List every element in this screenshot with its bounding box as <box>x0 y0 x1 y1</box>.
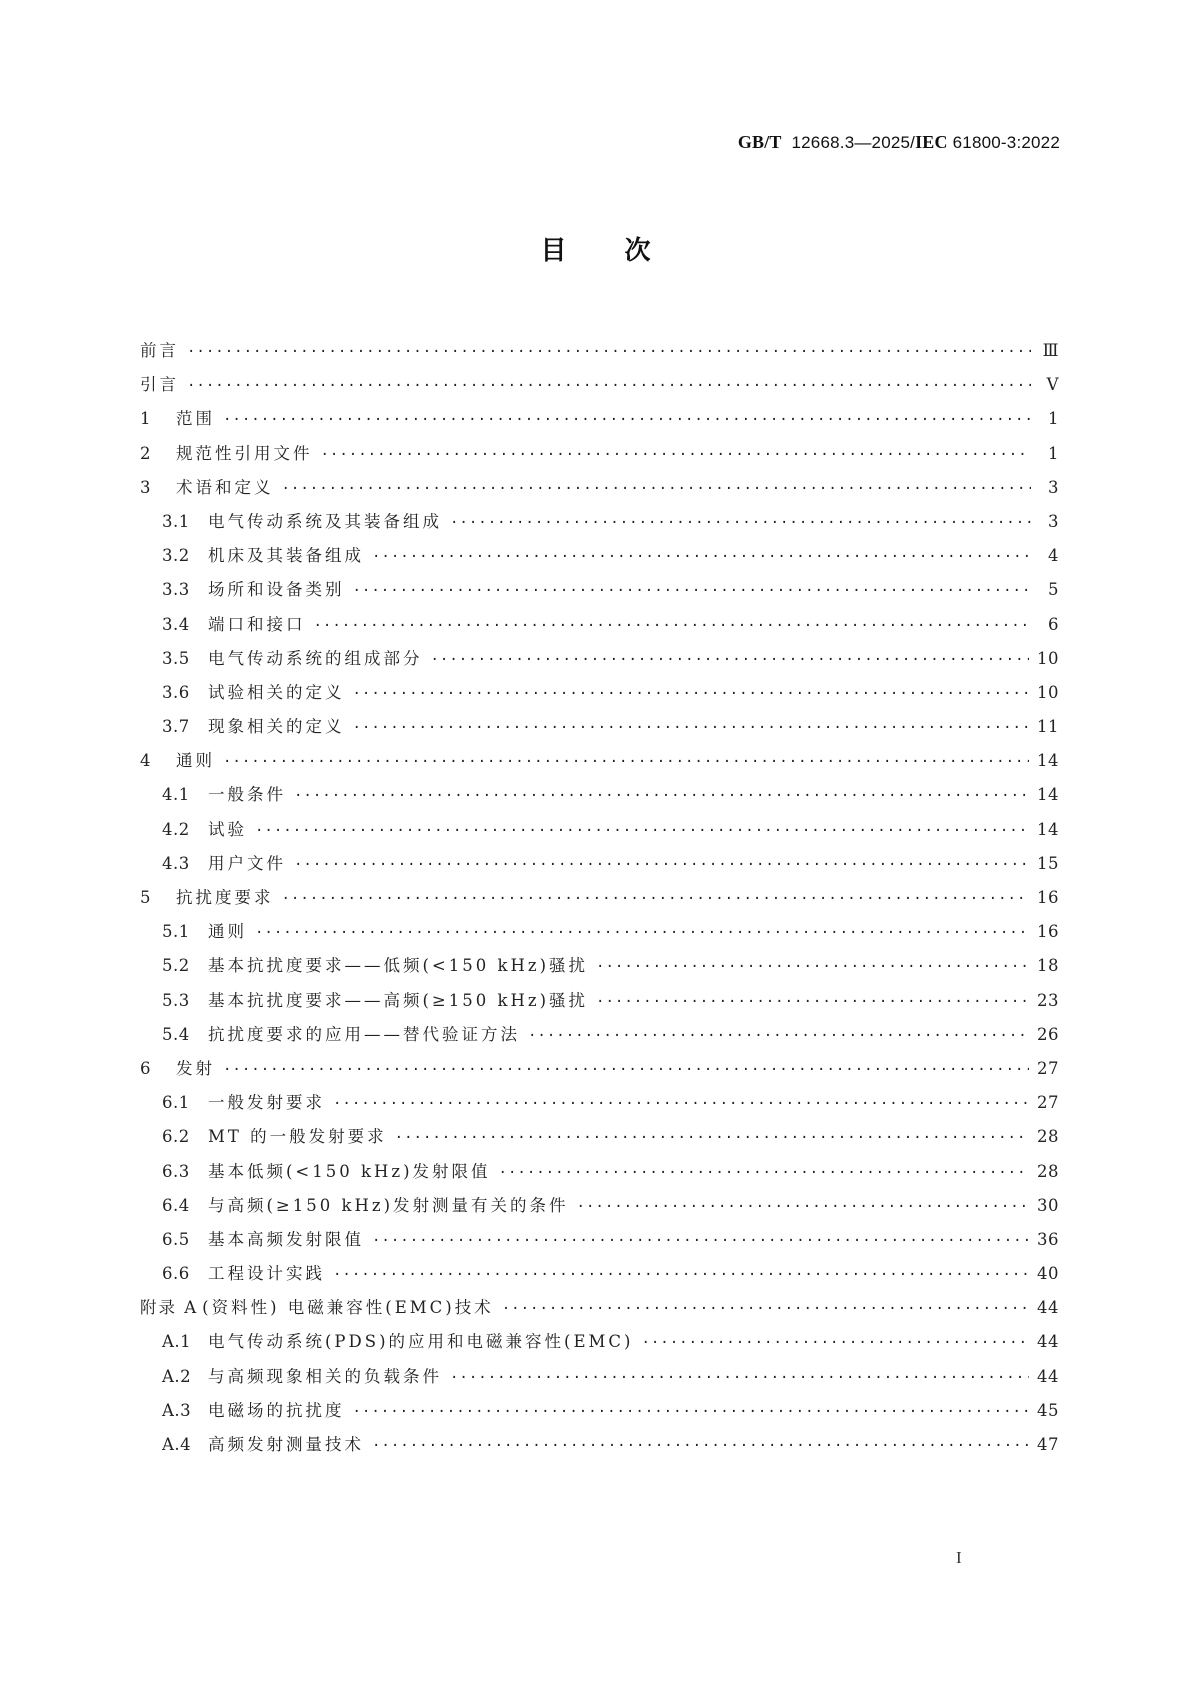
toc-entry-label: 抗扰度要求的应用——替代验证方法 <box>208 1024 520 1044</box>
toc-entry-number: 3.5 <box>162 648 190 668</box>
toc-entry-page: 28 <box>1037 1127 1059 1147</box>
toc-entry[interactable] <box>140 850 1059 884</box>
toc-entry-number: 6.3 <box>162 1161 190 1181</box>
toc-entry[interactable] <box>140 1021 1059 1055</box>
toc-entry-number: 2 <box>140 443 151 463</box>
toc-entry-page: 47 <box>1037 1435 1059 1454</box>
toc-entry[interactable] <box>140 611 1059 645</box>
dot-leader <box>502 1301 1029 1317</box>
toc-entry-page: 16 <box>1037 888 1059 907</box>
toc-entry-label: 试验 <box>208 819 247 839</box>
dot-leader <box>372 1233 1029 1249</box>
toc-entry-number: A.4 <box>162 1435 192 1454</box>
toc-entry-page: 18 <box>1037 956 1059 976</box>
dot-leader <box>596 994 1029 1010</box>
toc-entry-label: 工程设计实践 <box>208 1264 325 1284</box>
toc-entry[interactable] <box>140 508 1059 542</box>
dot-leader <box>353 720 1030 736</box>
toc-entry-page: 1 <box>1048 443 1059 463</box>
toc-entry-label: 现象相关的定义 <box>208 717 345 737</box>
toc-entry-label: 一般条件 <box>208 785 286 805</box>
dot-leader <box>223 1062 1029 1078</box>
toc-entry-number: 3.7 <box>162 717 190 737</box>
toc-entry-page: 28 <box>1037 1161 1059 1181</box>
table-of-contents <box>140 337 1059 1465</box>
toc-entry-number: 5.4 <box>162 1024 190 1044</box>
toc-entry-label: 基本抗扰度要求——高频(≥150 kHz)骚扰 <box>208 990 589 1010</box>
toc-entry-number: 4.3 <box>162 853 190 873</box>
toc-entry[interactable] <box>140 1192 1059 1226</box>
toc-entry[interactable] <box>140 918 1059 952</box>
toc-entry[interactable] <box>140 781 1059 815</box>
toc-entry-label: 发射 <box>176 1058 215 1078</box>
toc-entry-label: 电气传动系统(PDS)的应用和电磁兼容性(EMC) <box>208 1332 634 1352</box>
toc-entry[interactable] <box>140 884 1059 918</box>
dot-leader <box>499 1165 1029 1181</box>
dot-leader <box>294 788 1029 804</box>
toc-entry-page: 26 <box>1037 1024 1059 1044</box>
toc-entry-page: 10 <box>1037 648 1059 668</box>
toc-entry-page: Ⅲ <box>1042 341 1059 360</box>
toc-entry[interactable] <box>140 440 1059 474</box>
toc-entry-number: 6 <box>140 1058 151 1078</box>
dot-leader <box>321 447 1032 463</box>
toc-entry[interactable] <box>140 1260 1059 1294</box>
dot-leader <box>223 754 1029 770</box>
toc-entry[interactable] <box>140 1328 1059 1362</box>
toc-entry-label: 机床及其装备组成 <box>208 546 364 566</box>
toc-entry-label: 高频发射测量技术 <box>208 1435 364 1454</box>
toc-entry-page: 6 <box>1048 614 1059 634</box>
toc-entry-number: 5.2 <box>162 956 190 976</box>
toc-entry-number: A.3 <box>162 1400 192 1420</box>
dot-leader <box>255 925 1029 941</box>
toc-entry-number: 1 <box>140 409 151 429</box>
toc-entry[interactable] <box>140 1158 1059 1192</box>
toc-entry-page: 14 <box>1037 785 1059 805</box>
toc-entry-number: 5 <box>140 888 151 907</box>
toc-entry-label: 电磁场的抗扰度 <box>208 1400 345 1420</box>
page-title <box>0 230 1191 267</box>
dot-leader <box>333 1096 1029 1112</box>
dot-leader <box>187 344 1031 360</box>
dot-leader <box>333 1267 1029 1283</box>
toc-entry[interactable] <box>140 713 1059 747</box>
toc-entry-label: 场所和设备类别 <box>208 580 345 600</box>
dot-leader <box>577 1199 1029 1215</box>
toc-entry-label: 抗扰度要求 <box>176 888 274 907</box>
toc-entry-page: 3 <box>1048 511 1059 531</box>
toc-entry-number: 3.1 <box>162 511 190 531</box>
page-number: I <box>956 1548 962 1567</box>
toc-entry-label: MT 的一般发射要求 <box>208 1127 387 1147</box>
toc-entry[interactable] <box>140 1055 1059 1089</box>
toc-entry-page: 10 <box>1037 682 1059 702</box>
toc-entry[interactable] <box>140 816 1059 850</box>
toc-entry[interactable] <box>140 679 1059 713</box>
toc-entry-label: 电气传动系统及其装备组成 <box>208 511 442 531</box>
dot-leader <box>596 959 1029 975</box>
standard-iec: IEC <box>915 132 948 152</box>
toc-entry-page: 15 <box>1037 853 1059 873</box>
toc-entry-number: 3.2 <box>162 546 190 566</box>
dot-leader <box>353 583 1032 599</box>
toc-entry-page: 40 <box>1037 1264 1059 1284</box>
toc-entry-label: 引言 <box>140 375 179 395</box>
standard-number: 12668.3—2025/ <box>791 133 916 152</box>
toc-entry-label: 通则 <box>208 922 247 942</box>
dot-leader <box>450 1370 1029 1386</box>
toc-entry-number: 5.3 <box>162 990 190 1010</box>
dot-leader <box>187 378 1031 394</box>
toc-entry-label: 前言 <box>140 341 179 360</box>
toc-entry-number: 5.1 <box>162 922 190 942</box>
toc-entry-number: 4.1 <box>162 785 190 805</box>
toc-entry[interactable] <box>140 1123 1059 1157</box>
standard-prefix: GB/T <box>737 132 782 152</box>
toc-entry-label: 端口和接口 <box>208 614 306 634</box>
toc-entry[interactable] <box>140 987 1059 1021</box>
toc-entry-label: (资料性) 电磁兼容性(EMC)技术 <box>202 1298 494 1318</box>
dot-leader <box>294 857 1029 873</box>
toc-entry[interactable] <box>140 474 1059 508</box>
dot-leader <box>528 1028 1029 1044</box>
toc-entry-label: 基本低频(<150 kHz)发射限值 <box>208 1161 491 1181</box>
toc-entry-page: 11 <box>1037 717 1059 737</box>
toc-entry-label: 用户文件 <box>208 853 286 873</box>
dot-leader <box>353 686 1030 702</box>
toc-entry-page: 5 <box>1048 580 1059 600</box>
toc-entry-number: 3 <box>140 477 151 497</box>
standard-iec-number: 61800-3:2022 <box>952 133 1060 152</box>
toc-entry-number: 3.4 <box>162 614 190 634</box>
dot-leader <box>431 652 1030 668</box>
toc-entry-page: 16 <box>1037 922 1059 942</box>
toc-entry[interactable] <box>140 1226 1059 1260</box>
toc-entry-page: 4 <box>1048 546 1059 566</box>
toc-entry-label: 范围 <box>176 409 215 429</box>
toc-entry[interactable] <box>140 645 1059 679</box>
toc-entry-number: 3.3 <box>162 580 190 600</box>
toc-entry-page: 44 <box>1037 1332 1059 1352</box>
toc-entry-number: 6.5 <box>162 1229 190 1249</box>
toc-entry-number: A.1 <box>162 1332 192 1352</box>
toc-entry-label: 与高频现象相关的负载条件 <box>208 1366 442 1386</box>
dot-leader <box>255 823 1029 839</box>
dot-leader <box>641 1335 1029 1351</box>
dot-leader <box>372 549 1031 565</box>
toc-entry-label: 电气传动系统的组成部分 <box>208 648 423 668</box>
toc-entry-page: 44 <box>1037 1298 1059 1318</box>
dot-leader <box>450 515 1031 531</box>
toc-entry-page: 1 <box>1048 409 1059 429</box>
toc-entry-page: Ⅴ <box>1046 375 1059 395</box>
toc-entry[interactable] <box>140 371 1059 405</box>
toc-entry-number: A.2 <box>162 1366 192 1386</box>
dot-leader <box>282 891 1030 907</box>
toc-entry-page: 36 <box>1037 1229 1059 1249</box>
toc-entry[interactable] <box>140 747 1059 781</box>
toc-entry[interactable] <box>140 1431 1059 1465</box>
toc-entry[interactable] <box>140 952 1059 986</box>
toc-entry-page: 14 <box>1037 819 1059 839</box>
toc-entry[interactable] <box>140 1294 1059 1328</box>
dot-leader <box>372 1438 1029 1454</box>
dot-leader <box>353 1404 1030 1420</box>
title-char-1: 目 <box>540 236 567 266</box>
toc-entry[interactable] <box>140 1089 1059 1123</box>
standard-code <box>738 132 1060 153</box>
toc-entry-number: 6.1 <box>162 1093 190 1113</box>
toc-entry[interactable] <box>140 576 1059 610</box>
toc-entry-page: 27 <box>1037 1058 1059 1078</box>
toc-entry-label: 试验相关的定义 <box>208 682 345 702</box>
toc-entry-number: 4 <box>140 751 151 771</box>
toc-entry-page: 30 <box>1037 1195 1059 1215</box>
toc-entry-page: 45 <box>1037 1400 1059 1420</box>
toc-entry[interactable] <box>140 542 1059 576</box>
toc-entry[interactable] <box>140 405 1059 439</box>
toc-entry-label: 术语和定义 <box>176 477 274 497</box>
toc-entry-label: 通则 <box>176 751 215 771</box>
toc-entry-page: 14 <box>1037 751 1059 771</box>
toc-entry-number: 6.2 <box>162 1127 190 1147</box>
toc-entry-label: 规范性引用文件 <box>176 443 313 463</box>
toc-entry[interactable] <box>140 1397 1059 1431</box>
toc-entry-number: 6.6 <box>162 1264 190 1284</box>
toc-entry-page: 23 <box>1037 990 1059 1010</box>
toc-entry[interactable] <box>140 1363 1059 1397</box>
toc-entry-number: 3.6 <box>162 682 190 702</box>
dot-leader <box>223 412 1031 428</box>
dot-leader <box>314 618 1032 634</box>
toc-entry-page: 44 <box>1037 1366 1059 1386</box>
toc-entry-label: 与高频(≥150 kHz)发射测量有关的条件 <box>208 1195 569 1215</box>
toc-entry-label: 一般发射要求 <box>208 1093 325 1113</box>
toc-entry[interactable] <box>140 337 1059 371</box>
toc-entry-number: 6.4 <box>162 1195 190 1215</box>
toc-entry-number: 附录 A <box>140 1298 199 1318</box>
dot-leader <box>395 1130 1029 1146</box>
toc-entry-label: 基本高频发射限值 <box>208 1229 364 1249</box>
dot-leader <box>282 481 1032 497</box>
toc-entry-label: 基本抗扰度要求——低频(<150 kHz)骚扰 <box>208 956 589 976</box>
toc-entry-page: 27 <box>1037 1093 1059 1113</box>
title-char-2: 次 <box>624 236 651 266</box>
toc-entry-number: 4.2 <box>162 819 190 839</box>
toc-entry-page: 3 <box>1048 477 1059 497</box>
